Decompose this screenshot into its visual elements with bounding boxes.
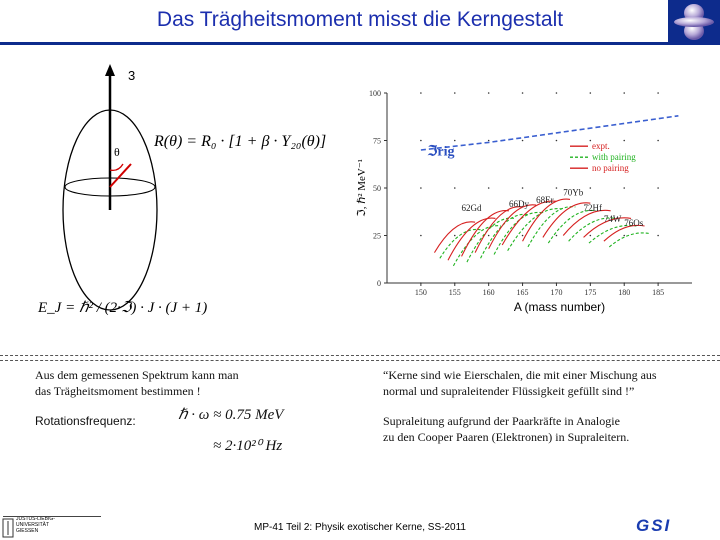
text-superconductivity-line2: zu den Cooper Paaren (Elektronen) in Supraleitern. [383,430,630,444]
angle-arc [110,164,123,170]
logo-rule [3,516,101,517]
x-tick-label: 165 [516,288,529,297]
grid-dot [454,92,456,94]
grid-dot [420,140,422,142]
arrow-spacer [575,318,595,322]
rigid-body-line [421,116,679,150]
rotation-frequency-eq: ≈ 2·10²⁰ Hz [213,438,283,454]
moment-of-inertia-chart [355,85,705,325]
rotation-label: Rotationsfrequenz: [35,414,136,428]
grid-dot [657,235,659,237]
with-pairing-curve [508,209,562,251]
legend-label: no pairing [592,163,629,174]
page-title: Das Trägheitsmoment misst die Kerngestalt [156,8,564,31]
grid-dot [488,92,490,94]
element-label: 70Yb [563,187,584,198]
legend-label: expt. [592,141,610,152]
grid-dot [488,235,490,237]
element-label: 76Os [624,218,644,228]
grid-dot [488,140,490,142]
grid-dot [556,140,558,142]
x-tick-label: 185 [652,288,665,297]
grid-dot [590,92,592,94]
gsi-logo: GSI [636,516,672,535]
element-label: 68Er [536,195,554,206]
y-tick-label: 25 [373,231,381,241]
rigid-body-label: ℑrig [427,144,455,160]
grid-dot [657,187,659,189]
x-tick-label: 170 [550,288,563,297]
grid-dot [657,140,659,142]
angle-label: θ [114,145,120,159]
uni-name-line2: UNIVERSITÄT [16,522,50,528]
y-axis-label: ℑ, ℏ² MeV⁻¹ [356,159,368,217]
expt-curve [489,205,536,249]
grid-dot [657,92,659,94]
grid-dot [420,92,422,94]
element-label: 72Hf [583,202,603,213]
separator-bottom [0,360,720,361]
grid-dot [420,187,422,189]
uni-name-line1: JUSTUS-LIEBIG- [16,516,55,522]
element-label: 74W [603,214,622,225]
grid-dot [522,235,524,237]
deformed-nucleus-logo [672,2,716,42]
text-spectrum-line2: das Trägheitsmoment bestimmen ! [35,384,201,398]
x-tick-label: 175 [584,288,597,297]
grid-dot [454,187,456,189]
grid-dot [556,92,558,94]
grid-dot [590,235,592,237]
x-axis-label: A (mass number) [513,300,606,314]
separator-top [0,355,720,356]
text-quote-line1: “Kerne sind wie Eierschalen, die mit einer Mischung aus [383,368,657,382]
grid-dot [454,235,456,237]
grid-dot [556,187,558,189]
grid-dot [590,140,592,142]
grid-dot [590,187,592,189]
grid-dot [420,235,422,237]
text-superconductivity-line1: Supraleitung aufgrund der Paarkräfte in Analogie [383,414,620,428]
grid-dot [454,140,456,142]
grid-dot [623,92,625,94]
x-tick-label: 180 [618,288,631,297]
x-tick-label: 160 [482,288,495,297]
element-label: 62Gd [461,202,482,213]
grid-dot [623,187,625,189]
grid-dot [488,187,490,189]
legend-label: with pairing [592,152,636,163]
with-pairing-curve [453,226,500,266]
axis-label: 3 [128,68,136,83]
y-tick-label: 50 [373,184,381,193]
grid-dot [522,92,524,94]
expt-curve [475,207,522,253]
y-tick-label: 100 [369,89,381,98]
deformed-nucleus-diagram [30,60,350,330]
grid-dot [522,140,524,142]
element-label: 66Dy [509,199,529,209]
grid-dot [522,187,524,189]
x-tick-label: 150 [414,288,427,297]
energy-formula: E_J = ℏ² / (2·ℑ) · J · (J + 1) [38,300,208,316]
grid-dot [623,235,625,237]
uni-name-line3: GIESSEN [16,528,39,534]
grid-dot [623,140,625,142]
footer-text: MP-41 Teil 2: Physik exotischer Kerne, SS-2011 [254,522,466,533]
text-quote-line2: normal und supraleitender Flüssigkeit gefüllt sind !” [383,384,635,398]
text-spectrum-line1: Aus dem gemessenen Spektrum kann man [35,368,239,382]
radius-formula: R(θ) = R₀ · [1 + β · Y₂₀(θ)] [154,133,327,150]
grid-dot [556,235,558,237]
y-tick-label: 75 [373,136,381,146]
with-pairing-curve [609,233,650,247]
y-tick-label: 0 [377,279,381,288]
axis-arrow-head [105,64,115,76]
rotation-energy-eq: ℏ · ω ≈ 0.75 MeV [178,407,284,423]
x-tick-label: 155 [448,288,461,297]
with-pairing-curve [494,212,541,254]
